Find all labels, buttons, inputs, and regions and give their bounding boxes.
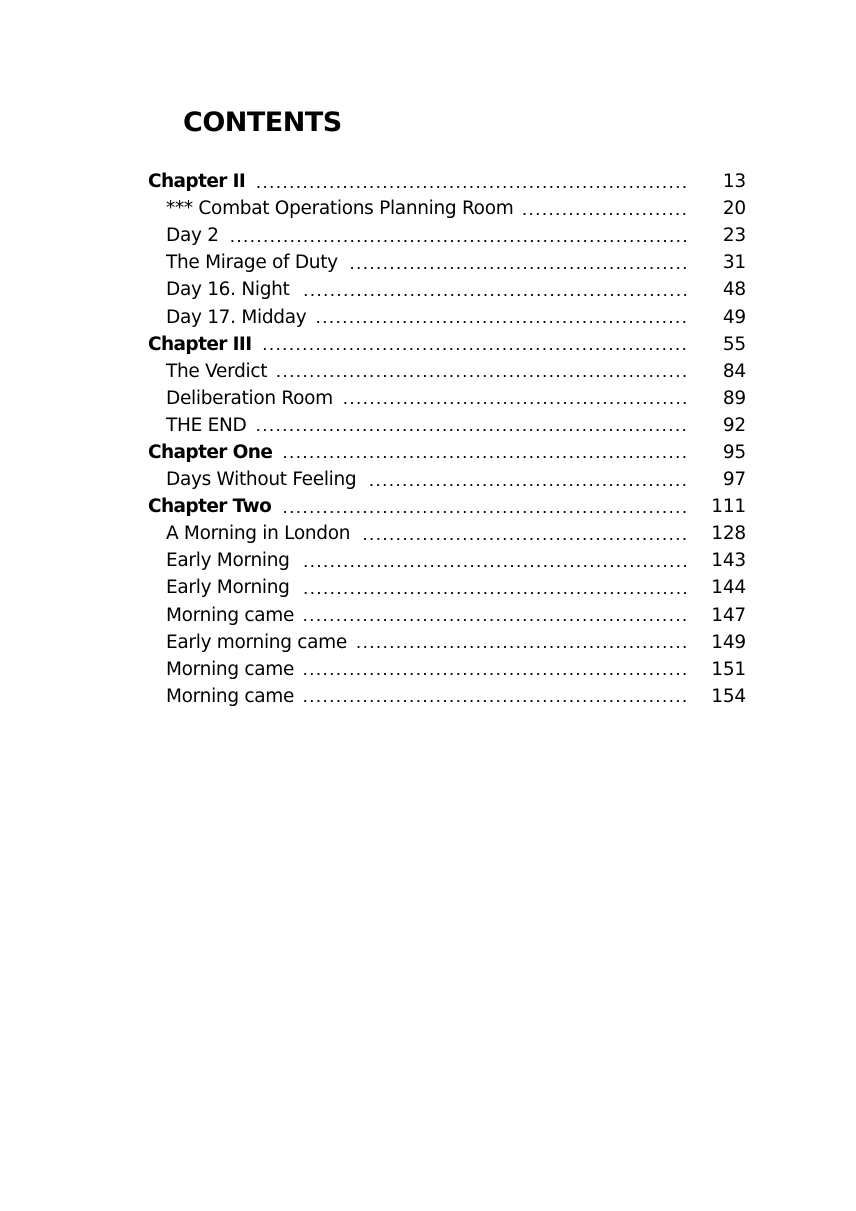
toc-section-entry[interactable] — [148, 303, 746, 330]
toc-page-number: 49 — [722, 306, 746, 328]
toc-page-number: 84 — [722, 360, 746, 382]
toc-section-entry[interactable] — [148, 466, 746, 493]
toc-entry-label: Day 16. Night — [166, 279, 290, 301]
dot-leader — [300, 584, 688, 602]
toc-page-number: 31 — [722, 252, 746, 274]
toc-section-entry[interactable] — [148, 249, 746, 276]
toc-page-number: 23 — [722, 225, 746, 247]
table-of-contents — [148, 168, 746, 710]
toc-page-number: 154 — [711, 685, 746, 707]
toc-entry-label: Days Without Feeling — [166, 469, 357, 491]
toc-page-number: 89 — [722, 387, 746, 409]
toc-entry-label: Day 2 — [166, 225, 219, 247]
dot-leader — [348, 259, 688, 277]
dot-leader — [343, 394, 688, 412]
toc-entry-label: A Morning in London — [166, 523, 351, 545]
dot-leader — [281, 503, 688, 521]
toc-chapter-entry[interactable] — [148, 493, 746, 520]
dot-leader — [304, 665, 688, 683]
toc-entry-label: Morning came — [166, 604, 295, 626]
dot-leader — [304, 611, 688, 629]
toc-page-number: 48 — [722, 279, 746, 301]
dot-leader — [316, 313, 688, 331]
dot-leader — [357, 638, 688, 656]
toc-entry-label: *** Combat Operations Planning Room — [166, 198, 514, 220]
toc-entry-label: Day 17. Midday — [166, 306, 307, 328]
toc-section-entry[interactable] — [148, 222, 746, 249]
dot-leader — [261, 340, 688, 358]
toc-section-entry[interactable] — [148, 385, 746, 412]
toc-entry-label: Morning came — [166, 658, 295, 680]
toc-entry-label: Morning came — [166, 685, 295, 707]
toc-chapter-entry[interactable] — [148, 331, 746, 358]
toc-chapter-entry[interactable] — [148, 439, 746, 466]
toc-page-number: 55 — [722, 333, 746, 355]
toc-section-entry[interactable] — [148, 195, 746, 222]
toc-page-number: 97 — [722, 469, 746, 491]
toc-entry-label: The Mirage of Duty — [166, 252, 338, 274]
dot-leader — [282, 448, 688, 466]
toc-page-number: 13 — [722, 171, 746, 193]
toc-page-number: 149 — [711, 631, 746, 653]
toc-section-entry[interactable] — [148, 656, 746, 683]
toc-page-number: 92 — [722, 414, 746, 436]
toc-section-entry[interactable] — [148, 358, 746, 385]
toc-section-entry[interactable] — [148, 412, 746, 439]
toc-section-entry[interactable] — [148, 683, 746, 710]
page-title: CONTENTS — [183, 107, 342, 138]
toc-page-number: 144 — [711, 577, 746, 599]
toc-page-number: 111 — [711, 496, 746, 518]
toc-entry-label: Chapter II — [148, 171, 246, 193]
toc-entry-label: The Verdict — [166, 360, 268, 382]
toc-chapter-entry[interactable] — [148, 168, 746, 195]
toc-page-number: 151 — [711, 658, 746, 680]
toc-page-number: 95 — [722, 441, 746, 463]
dot-leader — [523, 205, 688, 223]
dot-leader — [304, 692, 688, 710]
toc-entry-label: Chapter Two — [148, 496, 272, 518]
toc-page-number: 20 — [722, 198, 746, 220]
toc-page-number: 128 — [711, 523, 746, 545]
toc-section-entry[interactable] — [148, 276, 746, 303]
dot-leader — [300, 286, 688, 304]
dot-leader — [229, 232, 688, 250]
toc-page-number: 147 — [711, 604, 746, 626]
toc-section-entry[interactable] — [148, 547, 746, 574]
dot-leader — [255, 178, 688, 196]
toc-section-entry[interactable] — [148, 520, 746, 547]
toc-entry-label: Early morning came — [166, 631, 347, 653]
toc-entry-label: Deliberation Room — [166, 387, 333, 409]
toc-entry-label: Early Morning — [166, 577, 290, 599]
dot-leader — [366, 476, 688, 494]
toc-section-entry[interactable] — [148, 629, 746, 656]
dot-leader — [256, 421, 688, 439]
toc-page-number: 143 — [711, 550, 746, 572]
toc-section-entry[interactable] — [148, 574, 746, 601]
dot-leader — [300, 557, 688, 575]
toc-entry-label: THE END — [166, 414, 247, 436]
toc-section-entry[interactable] — [148, 602, 746, 629]
toc-entry-label: Chapter III — [148, 333, 252, 355]
dot-leader — [277, 367, 688, 385]
dot-leader — [360, 530, 688, 548]
toc-entry-label: Chapter One — [148, 441, 273, 463]
toc-entry-label: Early Morning — [166, 550, 290, 572]
